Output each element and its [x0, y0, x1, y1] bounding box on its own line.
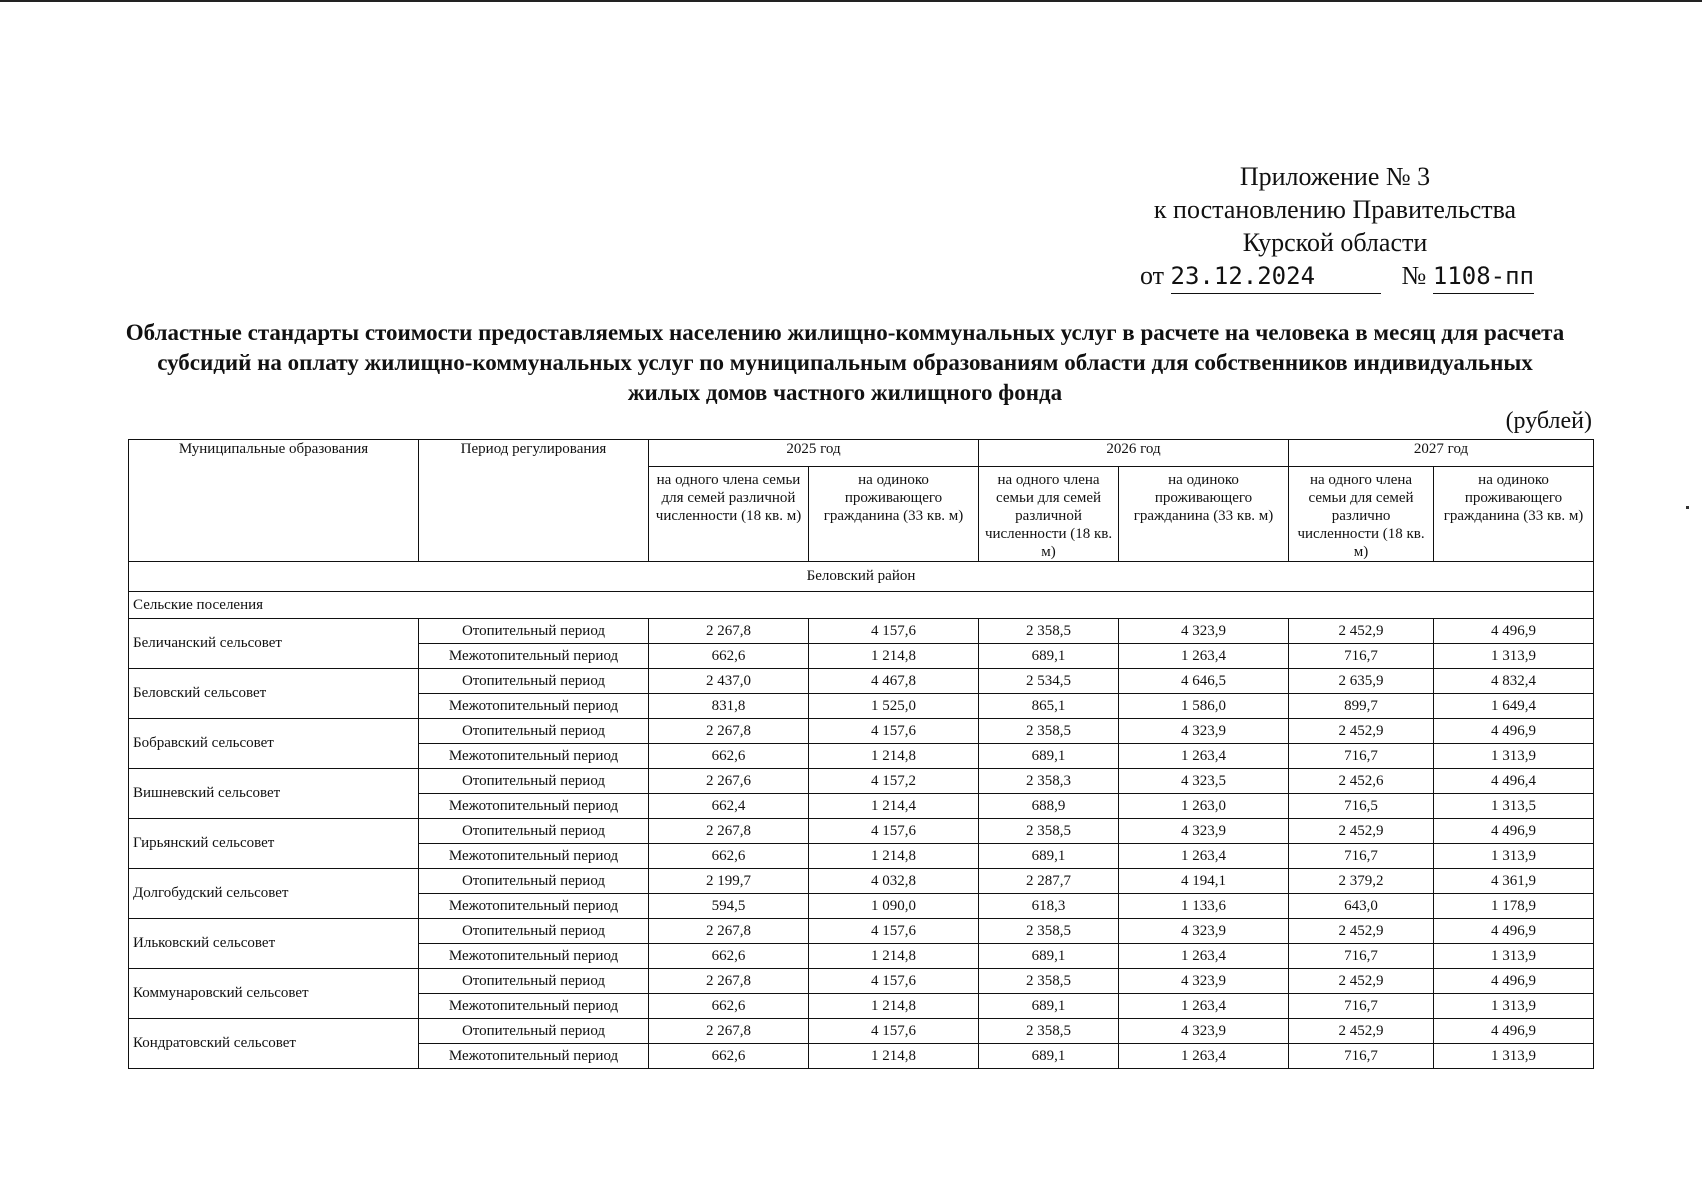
value-cell: 2 287,7 — [979, 869, 1119, 894]
value-cell: 1 214,8 — [809, 1044, 979, 1069]
value-cell: 2 452,9 — [1289, 969, 1434, 994]
table-row — [129, 669, 1594, 694]
value-cell: 1 263,4 — [1119, 994, 1289, 1019]
value-cell: 689,1 — [979, 744, 1119, 769]
period-heating: Отопительный период — [419, 819, 649, 844]
value-cell: 2 267,8 — [649, 969, 809, 994]
value-cell: 594,5 — [649, 894, 809, 919]
table-row — [129, 769, 1594, 794]
period-nonheating: Межотопительный период — [419, 1044, 649, 1069]
period-heating: Отопительный период — [419, 619, 649, 644]
value-cell: 2 452,9 — [1289, 819, 1434, 844]
value-cell: 4 157,6 — [809, 919, 979, 944]
value-cell: 4 467,8 — [809, 669, 979, 694]
value-cell: 2 358,5 — [979, 969, 1119, 994]
value-cell: 662,6 — [649, 1044, 809, 1069]
value-cell: 2 267,8 — [649, 719, 809, 744]
value-cell: 1 214,8 — [809, 994, 979, 1019]
value-cell: 2 379,2 — [1289, 869, 1434, 894]
value-cell: 831,8 — [649, 694, 809, 719]
value-cell: 688,9 — [979, 794, 1119, 819]
value-cell: 1 178,9 — [1434, 894, 1594, 919]
period-nonheating: Межотопительный период — [419, 894, 649, 919]
value-cell: 662,6 — [649, 744, 809, 769]
value-cell: 2 358,5 — [979, 719, 1119, 744]
value-cell: 2 452,9 — [1289, 719, 1434, 744]
period-nonheating: Межотопительный период — [419, 744, 649, 769]
value-cell: 1 313,9 — [1434, 1044, 1594, 1069]
appendix-resolution: к постановлению Правительства — [1153, 195, 1517, 224]
municipality-name: Бобравский сельсовет — [129, 719, 419, 769]
value-cell: 1 313,9 — [1434, 644, 1594, 669]
value-cell: 899,7 — [1289, 694, 1434, 719]
value-cell: 4 157,6 — [809, 969, 979, 994]
date-prefix: от — [1140, 261, 1165, 290]
appendix-number: Приложение № 3 — [1239, 162, 1431, 191]
value-cell: 865,1 — [979, 694, 1119, 719]
value-cell: 1 263,4 — [1119, 944, 1289, 969]
header-2027-family: на одного члена семьи для семей различно численности (18 кв. м) — [1289, 467, 1434, 562]
value-cell: 618,3 — [979, 894, 1119, 919]
value-cell: 689,1 — [979, 644, 1119, 669]
value-cell: 1 313,9 — [1434, 944, 1594, 969]
scan-speck — [1686, 506, 1689, 509]
value-cell: 2 452,9 — [1289, 919, 1434, 944]
value-cell: 2 358,3 — [979, 769, 1119, 794]
value-cell: 1 214,8 — [809, 644, 979, 669]
value-cell: 2 358,5 — [979, 1019, 1119, 1044]
header-municipality: Муниципальные образования — [129, 440, 419, 562]
value-cell: 716,5 — [1289, 794, 1434, 819]
value-cell: 1 313,9 — [1434, 994, 1594, 1019]
value-cell: 716,7 — [1289, 844, 1434, 869]
value-cell: 2 452,9 — [1289, 1019, 1434, 1044]
value-cell: 2 635,9 — [1289, 669, 1434, 694]
header-2026-single: на одиноко проживающего гражданина (33 кв. м) — [1119, 467, 1289, 562]
period-nonheating: Межотопительный период — [419, 694, 649, 719]
value-cell: 1 263,4 — [1119, 644, 1289, 669]
value-cell: 2 267,8 — [649, 919, 809, 944]
value-cell: 2 267,6 — [649, 769, 809, 794]
municipality-name: Ильковский сельсовет — [129, 919, 419, 969]
value-cell: 4 157,2 — [809, 769, 979, 794]
value-cell: 662,4 — [649, 794, 809, 819]
number-prefix: № — [1401, 261, 1427, 290]
table-row — [129, 719, 1594, 744]
value-cell: 662,6 — [649, 844, 809, 869]
municipality-name: Беличанский сельсовет — [129, 619, 419, 669]
municipality-name: Вишневский сельсовет — [129, 769, 419, 819]
value-cell: 1 090,0 — [809, 894, 979, 919]
value-cell: 662,6 — [649, 994, 809, 1019]
value-cell: 1 263,4 — [1119, 1044, 1289, 1069]
value-cell: 1 313,5 — [1434, 794, 1594, 819]
table-row — [129, 619, 1594, 644]
value-cell: 4 496,9 — [1434, 719, 1594, 744]
header-year-2025: 2025 год — [649, 440, 979, 467]
value-cell: 4 496,4 — [1434, 769, 1594, 794]
period-heating: Отопительный период — [419, 669, 649, 694]
value-cell: 4 646,5 — [1119, 669, 1289, 694]
municipality-name: Долгобудский сельсовет — [129, 869, 419, 919]
value-cell: 1 263,4 — [1119, 844, 1289, 869]
value-cell: 2 267,8 — [649, 619, 809, 644]
value-cell: 4 496,9 — [1434, 819, 1594, 844]
value-cell: 2 437,0 — [649, 669, 809, 694]
value-cell: 4 323,9 — [1119, 619, 1289, 644]
table-row — [129, 869, 1594, 894]
table-row — [129, 819, 1594, 844]
period-heating: Отопительный период — [419, 769, 649, 794]
value-cell: 716,7 — [1289, 944, 1434, 969]
value-cell: 2 267,8 — [649, 1019, 809, 1044]
standards-table — [128, 439, 1594, 1069]
header-2025-family: на одного члена семьи для семей различной численности (18 кв. м) — [649, 467, 809, 562]
unit-label: (рублей) — [1505, 408, 1592, 434]
value-cell: 1 214,4 — [809, 794, 979, 819]
value-cell: 1 525,0 — [809, 694, 979, 719]
value-cell: 1 214,8 — [809, 744, 979, 769]
value-cell: 1 263,4 — [1119, 744, 1289, 769]
header-2027-single: на одиноко проживающего гражданина (33 кв. м) — [1434, 467, 1594, 562]
value-cell: 689,1 — [979, 994, 1119, 1019]
value-cell: 4 323,9 — [1119, 819, 1289, 844]
value-cell: 662,6 — [649, 644, 809, 669]
value-cell: 2 358,5 — [979, 919, 1119, 944]
value-cell: 1 313,9 — [1434, 744, 1594, 769]
period-heating: Отопительный период — [419, 969, 649, 994]
value-cell: 2 452,9 — [1289, 619, 1434, 644]
period-heating: Отопительный период — [419, 869, 649, 894]
district-row: Беловский район — [129, 562, 1594, 592]
value-cell: 1 263,0 — [1119, 794, 1289, 819]
period-nonheating: Межотопительный период — [419, 844, 649, 869]
value-cell: 4 832,4 — [1434, 669, 1594, 694]
value-cell: 1 586,0 — [1119, 694, 1289, 719]
table-row — [129, 969, 1594, 994]
document-title: Областные стандарты стоимости предоставляемых населению жилищно-коммунальных услуг в расчете на человека в месяц для расчета субсидий на оплату жилищно-коммунальных услуг по муниципальным образованиям области для собственников индивидуальных жилых домов частного жилищного фонда — [125, 320, 1565, 405]
appendix-region: Курской области — [1242, 228, 1428, 257]
header-2025-single: на одиноко проживающего гражданина (33 кв. м) — [809, 467, 979, 562]
table-row — [129, 1019, 1594, 1044]
period-nonheating: Межотопительный период — [419, 944, 649, 969]
value-cell: 2 358,5 — [979, 819, 1119, 844]
value-cell: 716,7 — [1289, 994, 1434, 1019]
value-cell: 2 452,6 — [1289, 769, 1434, 794]
value-cell: 4 496,9 — [1434, 1019, 1594, 1044]
value-cell: 4 032,8 — [809, 869, 979, 894]
resolution-date: 23.12.2024 — [1171, 260, 1381, 294]
header-year-2026: 2026 год — [979, 440, 1289, 467]
municipality-name: Коммунаровский сельсовет — [129, 969, 419, 1019]
municipality-name: Кондратовский сельсовет — [129, 1019, 419, 1069]
value-cell: 689,1 — [979, 944, 1119, 969]
value-cell: 716,7 — [1289, 644, 1434, 669]
value-cell: 1 313,9 — [1434, 844, 1594, 869]
municipality-name: Гирьянский сельсовет — [129, 819, 419, 869]
value-cell: 716,7 — [1289, 1044, 1434, 1069]
value-cell: 662,6 — [649, 944, 809, 969]
value-cell: 1 649,4 — [1434, 694, 1594, 719]
value-cell: 2 358,5 — [979, 619, 1119, 644]
value-cell: 689,1 — [979, 844, 1119, 869]
resolution-number: 1108-пп — [1433, 260, 1534, 294]
value-cell: 716,7 — [1289, 744, 1434, 769]
value-cell: 4 323,9 — [1119, 1019, 1289, 1044]
header-2026-family: на одного члена семьи для семей различной численности (18 кв. м) — [979, 467, 1119, 562]
value-cell: 4 496,9 — [1434, 969, 1594, 994]
value-cell: 689,1 — [979, 1044, 1119, 1069]
value-cell: 4 361,9 — [1434, 869, 1594, 894]
appendix-header — [1100, 160, 1570, 294]
value-cell: 2 534,5 — [979, 669, 1119, 694]
standards-table-wrapper — [128, 439, 1593, 1069]
period-nonheating: Межотопительный период — [419, 794, 649, 819]
municipality-name: Беловский сельсовет — [129, 669, 419, 719]
value-cell: 2 199,7 — [649, 869, 809, 894]
value-cell: 2 267,8 — [649, 819, 809, 844]
value-cell: 4 496,9 — [1434, 919, 1594, 944]
period-heating: Отопительный период — [419, 1019, 649, 1044]
table-row — [129, 919, 1594, 944]
value-cell: 4 323,9 — [1119, 719, 1289, 744]
period-heating: Отопительный период — [419, 919, 649, 944]
period-nonheating: Межотопительный период — [419, 994, 649, 1019]
appendix-date-line — [1100, 259, 1570, 294]
value-cell: 4 323,9 — [1119, 919, 1289, 944]
value-cell: 4 157,6 — [809, 1019, 979, 1044]
period-heating: Отопительный период — [419, 719, 649, 744]
value-cell: 4 323,9 — [1119, 969, 1289, 994]
value-cell: 4 496,9 — [1434, 619, 1594, 644]
scan-top-edge — [0, 0, 1702, 2]
header-year-2027: 2027 год — [1289, 440, 1594, 467]
value-cell: 1 214,8 — [809, 844, 979, 869]
value-cell: 4 323,5 — [1119, 769, 1289, 794]
settlement-type-row: Сельские поселения — [129, 592, 1594, 619]
value-cell: 4 194,1 — [1119, 869, 1289, 894]
value-cell: 4 157,6 — [809, 819, 979, 844]
period-nonheating: Межотопительный период — [419, 644, 649, 669]
header-period: Период регулирования — [419, 440, 649, 562]
value-cell: 1 214,8 — [809, 944, 979, 969]
value-cell: 643,0 — [1289, 894, 1434, 919]
value-cell: 4 157,6 — [809, 719, 979, 744]
value-cell: 4 157,6 — [809, 619, 979, 644]
value-cell: 1 133,6 — [1119, 894, 1289, 919]
